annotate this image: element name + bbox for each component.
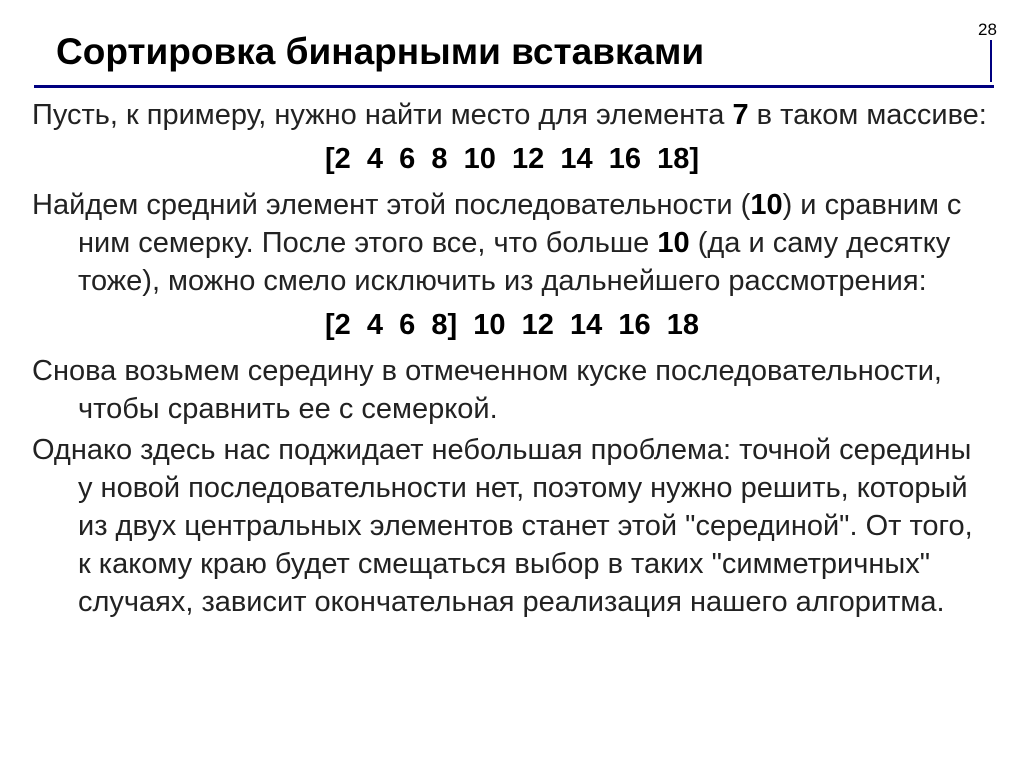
- array-reduced: [2 4 6 8] 10 12 14 16 18: [324, 309, 700, 341]
- intro-text-end: в таком массиве:: [748, 99, 987, 131]
- slide-number: 28: [978, 20, 997, 39]
- middle-value-1: 10: [750, 189, 783, 221]
- middle-text-3: (да и саму десятку тоже), можно смело исключить из дальнейшего рассмотрения:: [78, 227, 951, 297]
- title-rule-tick: [990, 40, 992, 82]
- slide-content: [32, 96, 992, 624]
- paragraph-problem: Однако здесь нас поджидает небольшая проблема: точной середины у новой последовательности нет, поэтому нужно решить, который из двух центральных элементов станет этой "серединой". От того, к какому краю будет смещаться выбор в таких "симметричных" случаях, зависит окончательная реализация нашего алгоритма.: [32, 434, 973, 618]
- middle-text-1: Найдем средний элемент этой последовательности (: [32, 189, 751, 221]
- paragraph-middle-element: [32, 186, 992, 300]
- middle-value-2: 10: [657, 227, 690, 259]
- middle-text-2: ) и сравним с ним семерку. После этого все, что больше: [78, 189, 962, 259]
- paragraph-intro: [32, 96, 992, 134]
- title-underline: [34, 85, 994, 88]
- paragraph-again: Снова возьмем середину в отмеченном куске последовательности, чтобы сравнить ее с семеркой.: [32, 355, 942, 425]
- intro-text-start: Пусть, к примеру, нужно найти место для элемента: [32, 99, 733, 131]
- array-full: [2 4 6 8 10 12 14 16 18]: [324, 143, 700, 175]
- slide-title: Сортировка бинарными вставками: [56, 31, 705, 72]
- target-element-value: 7: [732, 99, 749, 131]
